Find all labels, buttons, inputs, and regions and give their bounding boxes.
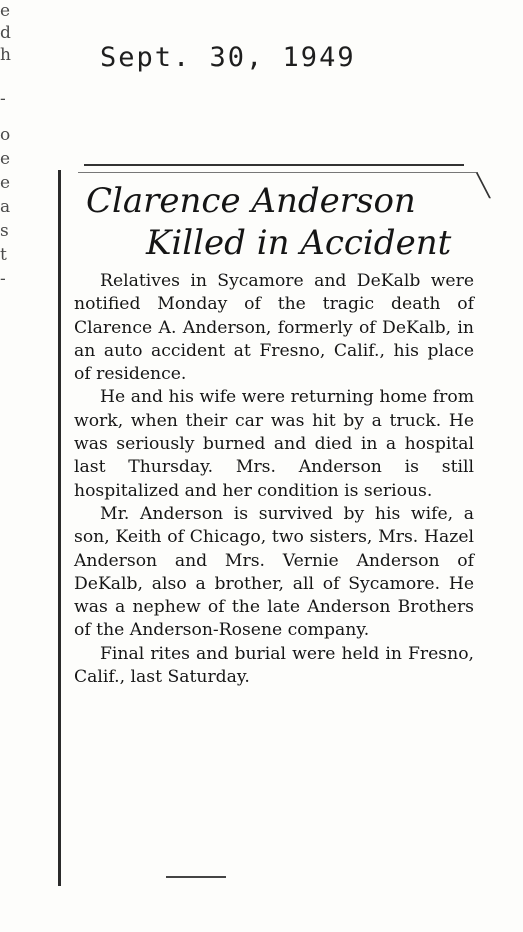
article-paragraph: Final rites and burial were held in Fresno, Calif., last Saturday. [74,643,474,688]
clipping-left-edge [58,170,61,886]
margin-fragment: - [0,89,6,109]
margin-fragment: e [0,149,11,169]
article-paragraph: He and his wife were returning home from work, when their car was hit by a truck. He was seriously burned and died in a hospital last Thursday. Mrs. Anderson is still hospitalized and her condition is serious. [74,387,474,501]
article-headline [86,180,486,264]
margin-fragment: e [0,173,11,193]
margin-fragment: e [0,1,11,21]
article-paragraph: Mr. Anderson is survived by his wife, a son, Keith of Chicago, two sisters, Mrs. Hazel Anderson and Mrs. Vernie Anderson of DeKalb, also a brother, all of Sycamore. He was a nephew of the late Anderson Brothers of the Anderson-Rosene company. [74,503,474,641]
clipping-bottom-rule [166,876,226,878]
margin-fragment: h [0,45,11,65]
margin-fragment: - [0,269,6,289]
article-paragraph: Relatives in Sycamore and DeKalb were notified Monday of the tragic death of Clarence A. Anderson, formerly of DeKalb, in an auto accident at Fresno, Calif., his place of residence. [74,271,474,385]
article-body [74,270,474,689]
headline-line-1: Clarence Anderson [86,181,416,221]
date-stamp: Sept. 30, 1949 [100,42,356,73]
headline-line-2: Killed in Accident [146,223,452,263]
margin-fragment: o [0,125,11,145]
clipping-top-edge [84,164,464,166]
clipping-corner-mark: ╲ [476,174,490,199]
margin-fragment: t [0,245,7,265]
margin-fragment: d [0,23,11,43]
clipping-top-rule [78,172,478,173]
margin-fragment: a [0,197,11,217]
newspaper-clipping [58,160,490,886]
margin-fragment: s [0,221,9,241]
